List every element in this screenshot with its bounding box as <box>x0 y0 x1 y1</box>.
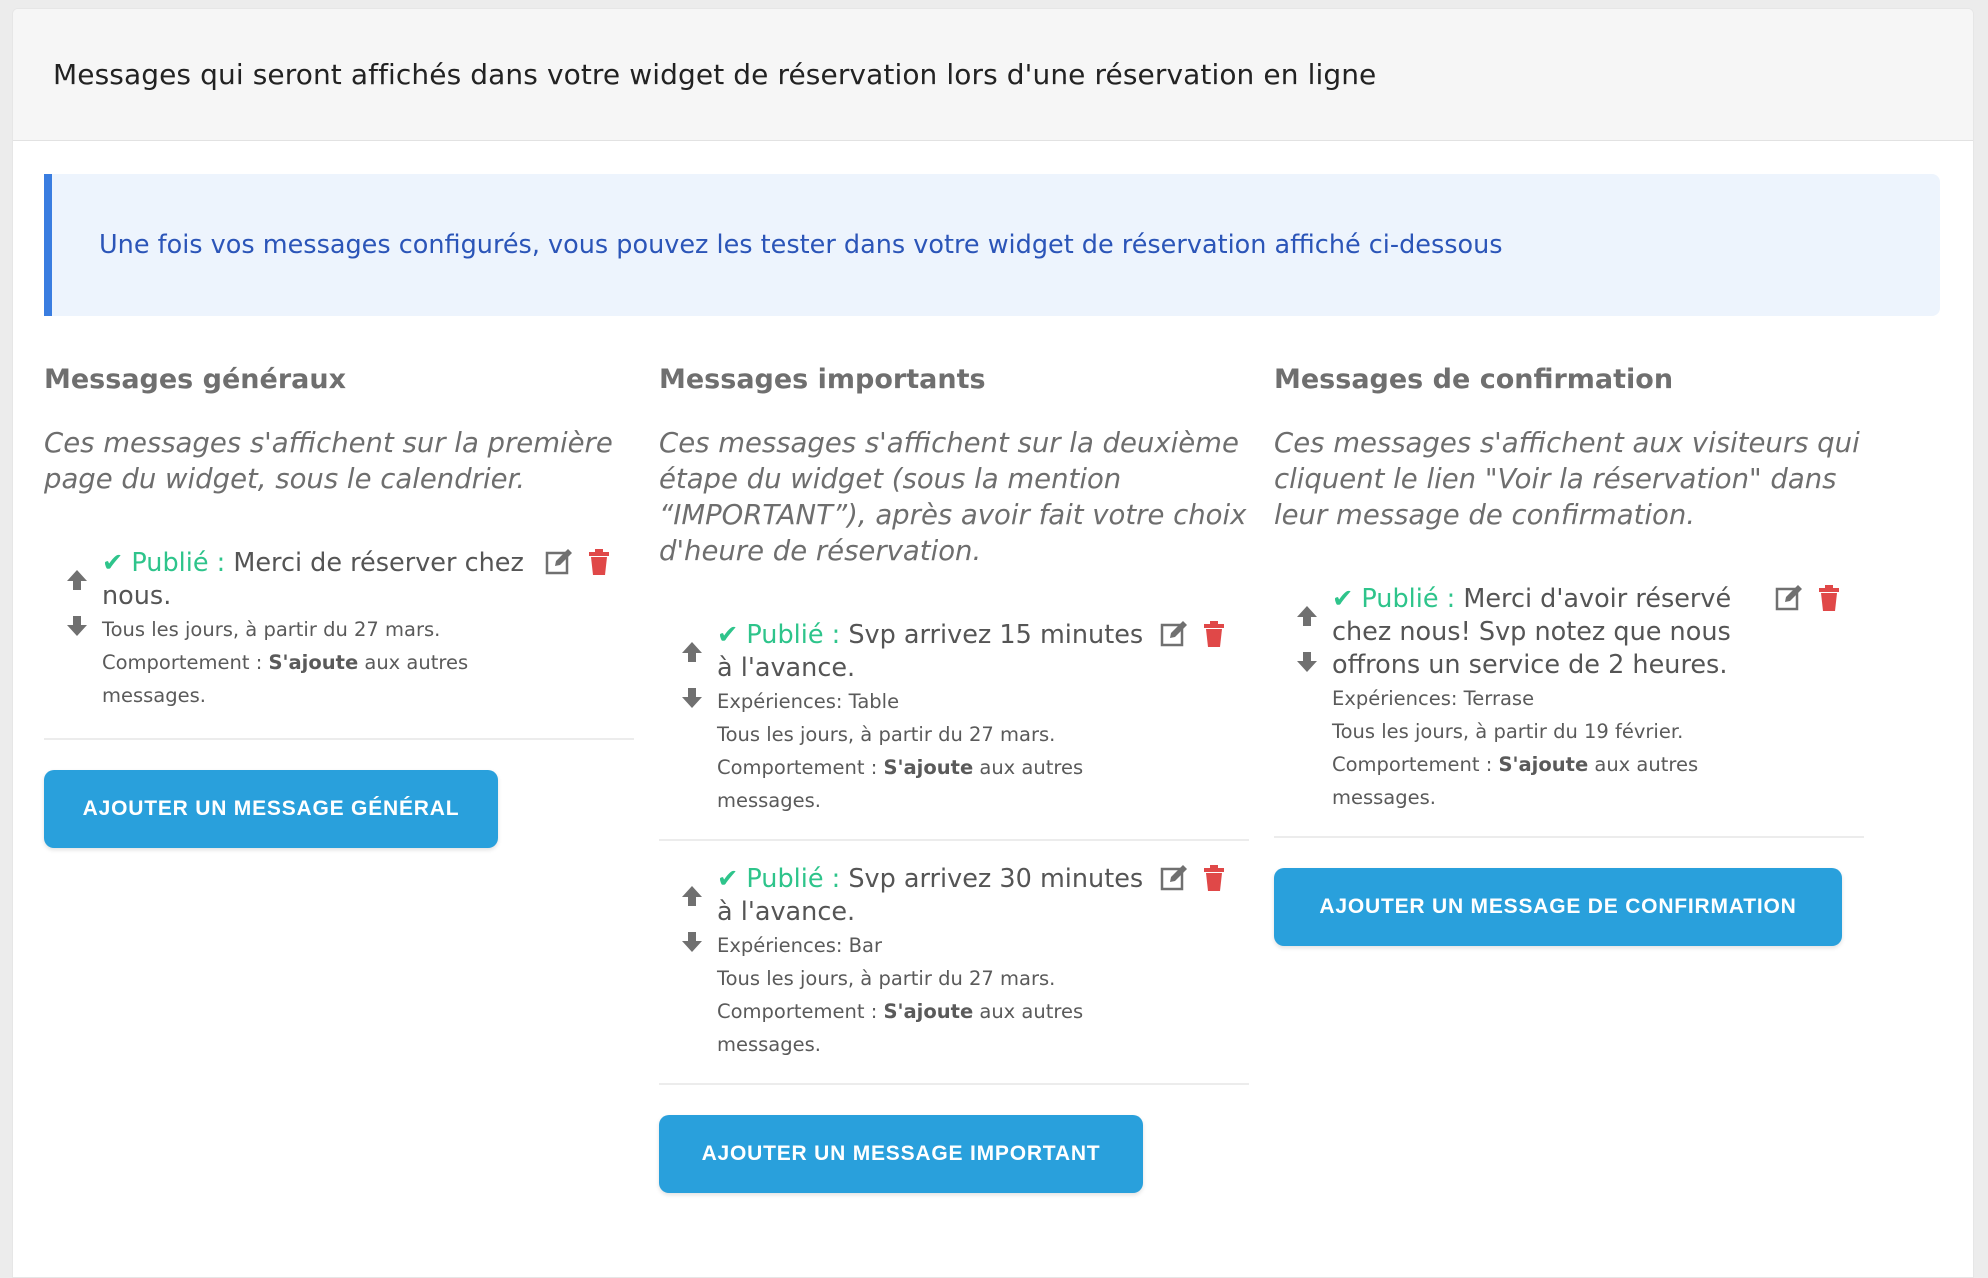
message-behavior <box>717 995 1249 1061</box>
message-schedule: Tous les jours, à partir du 27 mars. <box>102 618 441 641</box>
check-icon: ✔ <box>1332 584 1354 614</box>
column-title: Messages généraux <box>44 364 346 395</box>
add-general-message-button[interactable]: AJOUTER UN MESSAGE GÉNÉRAL <box>44 770 498 848</box>
edit-icon[interactable] <box>1159 863 1189 893</box>
behavior-label: Comportement : <box>102 651 263 674</box>
arrow-down-icon[interactable] <box>679 929 705 955</box>
trash-icon[interactable] <box>1199 619 1229 649</box>
info-text: Une fois vos messages configurés, vous pouvez les tester dans votre widget de réservation affiché ci-dessous <box>99 230 1503 260</box>
behavior-label: Comportement : <box>717 1000 878 1023</box>
add-confirmation-message-button[interactable]: AJOUTER UN MESSAGE DE CONFIRMATION <box>1274 868 1842 946</box>
message-behavior <box>102 646 634 712</box>
message-schedule: Tous les jours, à partir du 27 mars. <box>717 967 1056 990</box>
column-title: Messages de confirmation <box>1274 364 1674 395</box>
column-title: Messages importants <box>659 364 986 395</box>
behavior-value: S'ajoute <box>883 756 974 779</box>
check-icon: ✔ <box>102 548 124 578</box>
trash-icon[interactable] <box>584 547 614 577</box>
message-actions <box>1159 863 1229 893</box>
message-text: Merci d'avoir réservé chez nous! Svp notez que nous offrons un service de 2 heures. <box>1332 584 1732 680</box>
message-behavior <box>717 751 1249 817</box>
arrow-up-icon[interactable] <box>1294 603 1320 629</box>
message-experiences: Expériences: Terrase <box>1332 687 1535 710</box>
column-description: Ces messages s'affichent sur la deuxième étape du widget (sous la mention “IMPORTANT”), après avoir fait votre choix d'heure de réservation. <box>659 427 1247 567</box>
arrow-up-icon[interactable] <box>679 639 705 665</box>
behavior-value: S'ajoute <box>268 651 359 674</box>
trash-icon[interactable] <box>1199 863 1229 893</box>
column-description: Ces messages s'affichent aux visiteurs qui cliquent le lien "Voir la réservation" dans leur message de confirmation. <box>1274 427 1860 531</box>
message-text: Svp arrivez 30 minutes à l'avance. <box>717 864 1144 927</box>
reorder-controls <box>1294 603 1320 675</box>
behavior-label: Comportement : <box>1332 753 1493 776</box>
behavior-rest: aux autres messages. <box>1332 753 1699 809</box>
page-title: Messages qui seront affichés dans votre widget de réservation lors d'une réservation en ligne <box>53 58 1377 91</box>
arrow-up-icon[interactable] <box>679 883 705 909</box>
trash-icon[interactable] <box>1814 583 1844 613</box>
behavior-rest: aux autres messages. <box>102 651 469 707</box>
message-text: Merci de réserver chez nous. <box>102 548 524 611</box>
behavior-rest: aux autres messages. <box>717 756 1084 812</box>
column-general-messages <box>44 364 634 848</box>
arrow-down-icon[interactable] <box>1294 649 1320 675</box>
edit-icon[interactable] <box>1774 583 1804 613</box>
reorder-controls <box>679 639 705 711</box>
behavior-label: Comportement : <box>717 756 878 779</box>
arrow-down-icon[interactable] <box>679 685 705 711</box>
arrow-up-icon[interactable] <box>64 567 90 593</box>
message-schedule: Tous les jours, à partir du 19 février. <box>1332 720 1684 743</box>
message-actions <box>544 547 614 577</box>
column-description: Ces messages s'affichent sur la première page du widget, sous le calendrier. <box>44 427 613 495</box>
status-label: Publié : <box>746 864 841 894</box>
column-important-messages <box>659 364 1249 1193</box>
behavior-value: S'ajoute <box>1498 753 1589 776</box>
message-item <box>1274 583 1864 838</box>
arrow-down-icon[interactable] <box>64 613 90 639</box>
message-item <box>659 619 1249 841</box>
message-item <box>659 863 1249 1085</box>
message-experiences: Expériences: Bar <box>717 934 883 957</box>
status-label: Publié : <box>1361 584 1456 614</box>
message-actions <box>1774 583 1844 613</box>
message-text: Svp arrivez 15 minutes à l'avance. <box>717 620 1144 683</box>
status-label: Publié : <box>131 548 226 578</box>
message-behavior <box>1332 748 1864 814</box>
edit-icon[interactable] <box>544 547 574 577</box>
message-experiences: Expériences: Table <box>717 690 900 713</box>
status-label: Publié : <box>746 620 841 650</box>
column-confirmation-messages <box>1274 364 1864 946</box>
check-icon: ✔ <box>717 864 739 894</box>
check-icon: ✔ <box>717 620 739 650</box>
reorder-controls <box>679 883 705 955</box>
message-actions <box>1159 619 1229 649</box>
add-important-message-button[interactable]: AJOUTER UN MESSAGE IMPORTANT <box>659 1115 1143 1193</box>
behavior-value: S'ajoute <box>883 1000 974 1023</box>
message-item <box>44 547 634 740</box>
info-callout <box>44 174 1940 316</box>
message-schedule: Tous les jours, à partir du 27 mars. <box>717 723 1056 746</box>
behavior-rest: aux autres messages. <box>717 1000 1084 1056</box>
panel-header <box>13 9 1973 141</box>
edit-icon[interactable] <box>1159 619 1189 649</box>
messages-panel <box>12 8 1974 1278</box>
reorder-controls <box>64 567 90 639</box>
